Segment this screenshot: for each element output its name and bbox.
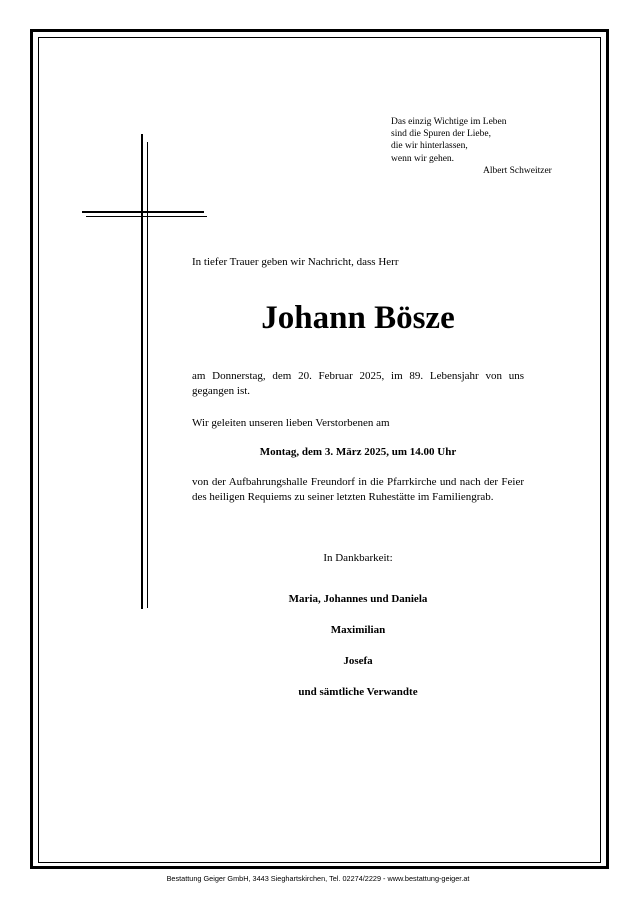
- quote-block: [391, 116, 552, 177]
- death-text: am Donnerstag, dem 20. Februar 2025, im 89. Lebensjahr von uns gegangen ist.: [192, 370, 524, 397]
- quote-line: die wir hinterlassen,: [391, 141, 468, 152]
- quote-line: sind die Spuren der Liebe,: [391, 129, 491, 140]
- intro-text: In tiefer Trauer geben wir Nachricht, dass Herr: [192, 256, 399, 268]
- quote-line: wenn wir gehen.: [391, 153, 455, 164]
- quote-author: Albert Schweitzer: [483, 165, 552, 176]
- mourner-name: Maria, Johannes und Daniela: [288, 593, 428, 605]
- footer-text: Bestattung Geiger GmbH, 3443 Sieghartskirchen, Tel. 02274/2229 - www.bestattung-geiger.at: [166, 874, 470, 883]
- mourner-name: Josefa: [343, 655, 373, 667]
- procession-text: von der Aufbahrungshalle Freundorf in die Pfarrkirche und nach der Feier des heiligen Requiems zu seiner letzten Ruhestätte im Familiengrab.: [192, 476, 524, 503]
- mourner-name: und sämtliche Verwandte: [298, 686, 418, 698]
- escort-text: Wir geleiten unseren lieben Verstorbenen am: [192, 417, 390, 429]
- funeral-date: Montag, dem 3. März 2025, um 14.00 Uhr: [259, 446, 457, 458]
- cross-horizontal-bar: [82, 211, 204, 213]
- quote-line: Das einzig Wichtige im Leben: [391, 117, 507, 127]
- mourner-name: Maximilian: [330, 624, 386, 636]
- thanks-text: In Dankbarkeit:: [323, 552, 393, 564]
- cross-horizontal-line: [86, 216, 207, 217]
- cross-vertical-bar: [141, 134, 143, 609]
- deceased-name: Johann Bösze: [261, 300, 455, 336]
